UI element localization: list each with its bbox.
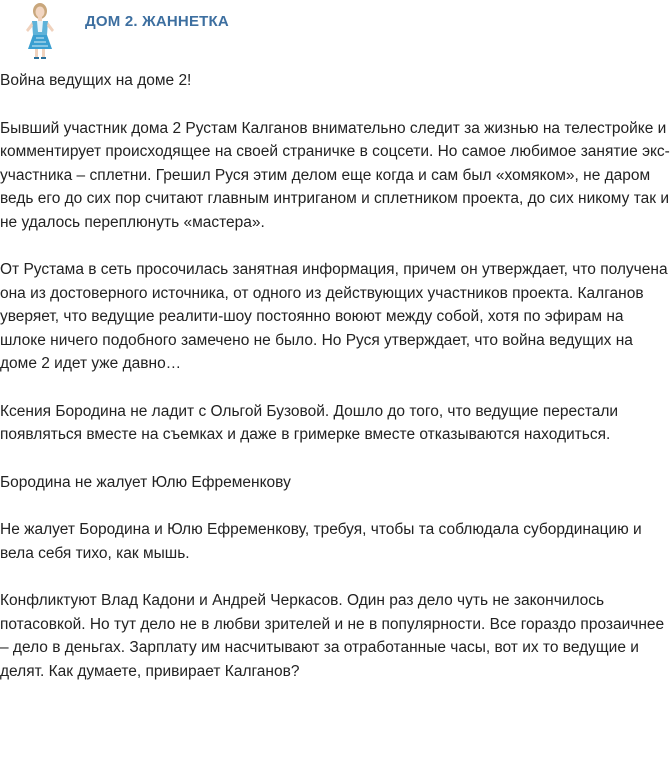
channel-avatar[interactable]	[16, 2, 64, 60]
post-subheading: Бородина не жалует Юлю Ефременкову	[0, 473, 291, 491]
post-paragraph: Конфликтуют Влад Кадони и Андрей Черкасов. Один раз дело чуть не закончилось потасовкой. Но тут дело не в любви зрителей и не в популярности. Все гораздо прозаичнее – дело в деньгах. Зарплату им насчитывают за отработанные часы, вот их то ведущие и делят. Как думаете, привирает Калганов?	[0, 592, 665, 680]
channel-name[interactable]: ДОМ 2. ЖАННЕТКА	[85, 13, 229, 30]
post-paragraph: Бывший участник дома 2 Рустам Калганов внимательно следит за жизнью на телестройке и комментирует происходящее на своей страничке в соцсети. Но самое любимое занятие экс-участника – сплетни. Грешил Руся этим делом еще когда и сам был «хомяком», не даром ведь его до сих пор считают главным интриганом и сплетником проекта, до сих никому так и не удалось переплюнуть «мастера».	[0, 119, 670, 231]
woman-figure-icon	[16, 2, 64, 60]
post-header	[0, 0, 670, 62]
post-paragraph: От Рустама в сеть просочилась занятная информация, причем он утверждает, что получена она из достоверного источника, от одного из действующих участников проекта. Калганов уверяет, что ведущие реалити-шоу постоянно воюют между собой, хотя по эфирам на шлоке ничего подобного замечено не было. Но Руся утверждает, что война ведущих на доме 2 идет уже давно…	[0, 261, 668, 372]
post-body	[0, 69, 670, 707]
post-paragraph: Не жалует Бородина и Юлю Ефременкову, требуя, чтобы та соблюдала субординацию и вела себя тихо, как мышь.	[0, 521, 642, 562]
post-paragraph: Ксения Бородина не ладит с Ольгой Бузовой. Дошло до того, что ведущие перестали появляться вместе на съемках и даже в гримерке вместе отказываются находиться.	[0, 402, 619, 443]
post-title: Война ведущих на доме 2!	[0, 72, 192, 89]
